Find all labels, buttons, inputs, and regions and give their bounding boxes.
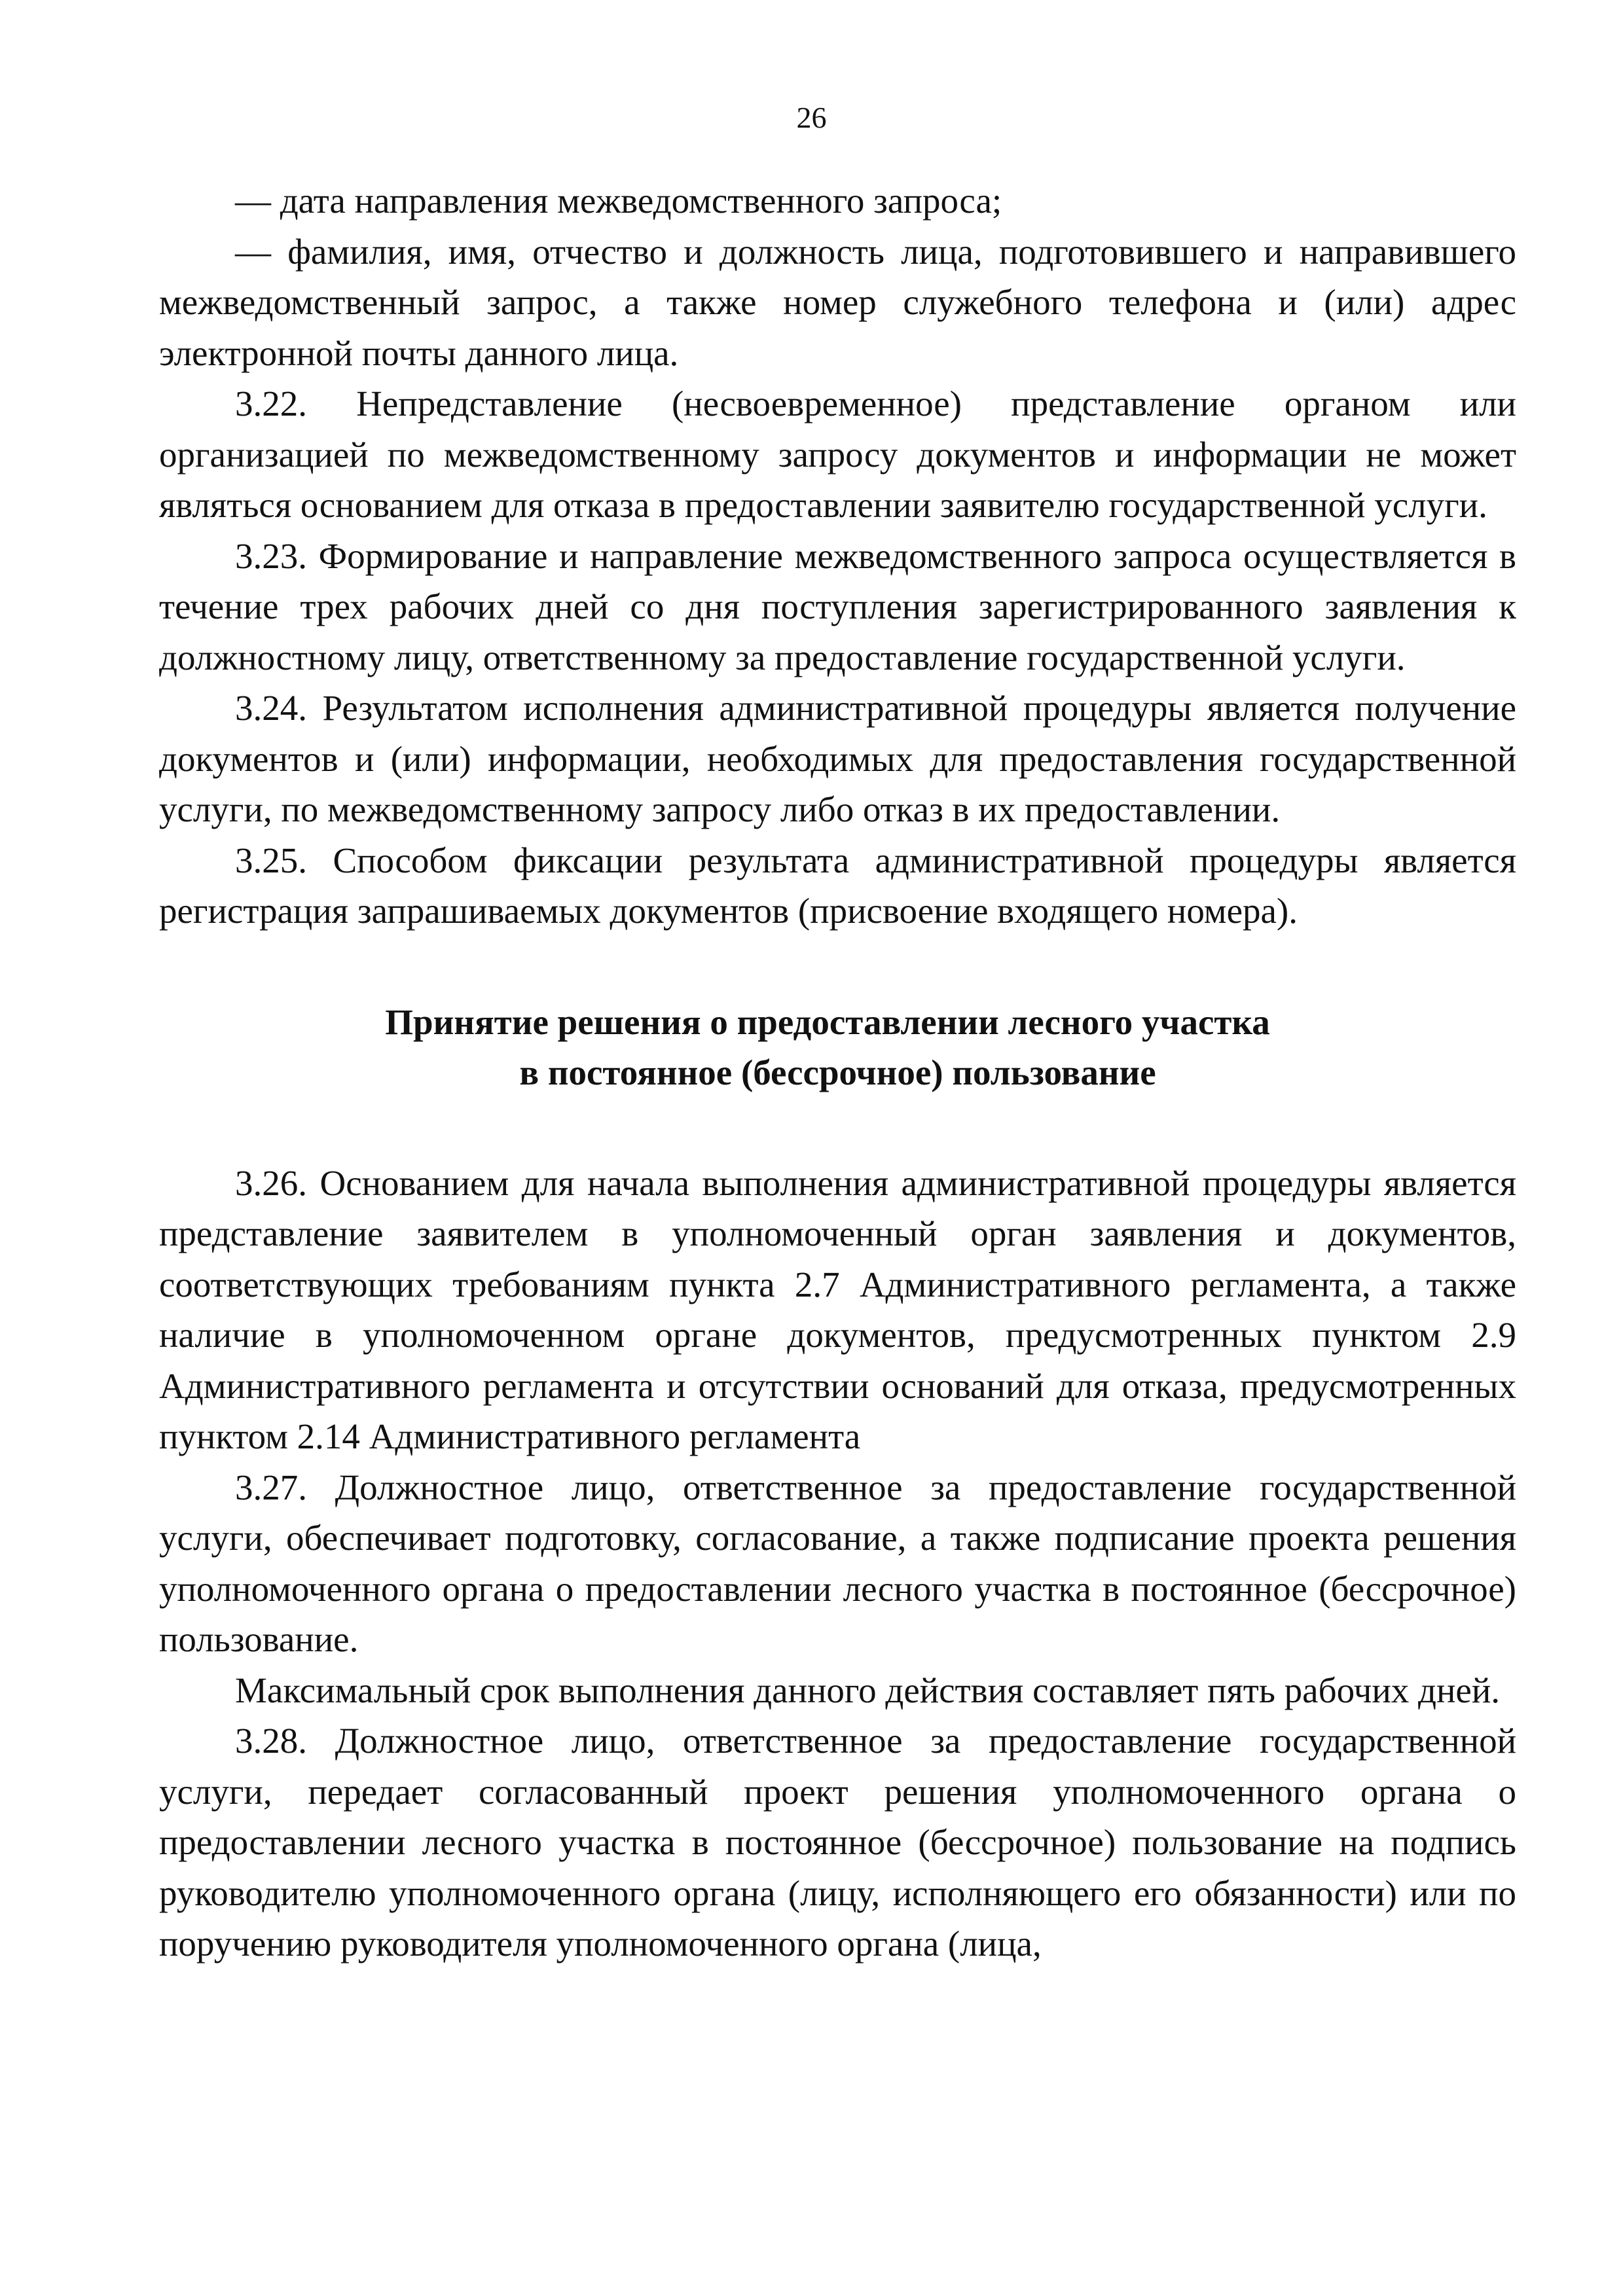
paragraph-3-22: 3.22. Непредставление (несвоевременное) представление органом или организацией по межведомственному запросу документов и информации не может являться основанием для отказа в предоставлении заявителю государственной услуги.: [159, 384, 1516, 525]
paragraph-3-28: 3.28. Должностное лицо, ответственное за предоставление государственной услуги, передает согласованный проект решения уполномоченного органа о предоставлении лесного участка в постоянное (бессрочное) пользование на подпись руководителю уполномоченного органа (лицу, исполняющего его обязанности) или по поручению руководителя уполномоченного органа (лица,: [159, 1721, 1516, 1964]
section-heading: [159, 997, 1516, 1098]
paragraph-3-27: 3.27. Должностное лицо, ответственное за предоставление государственной услуги, обеспечивает подготовку, согласование, а также подписание проекта решения уполномоченного органа о предоставлении лесного участка в постоянное (бессрочное) пользование.: [159, 1467, 1516, 1659]
section-heading-line-1: Принятие решения о предоставлении лесного участка: [385, 1001, 1270, 1042]
paragraph-3-26: 3.26. Основанием для начала выполнения административной процедуры является представление заявителем в уполномоченный орган заявления и документов, соответствующих требованиям пункта 2.7 Административного регламента, а также наличие в уполномоченном органе документов, предусмотренных пунктом 2.9 Административного регламента и отсутствии оснований для отказа, предусмотренных пунктом 2.14 Административного регламента: [159, 1162, 1516, 1456]
paragraph-3-25: 3.25. Способом фиксации результата административной процедуры является регистрация запрашиваемых документов (присвоение входящего номера).: [159, 840, 1516, 931]
page-number: 26: [796, 101, 827, 134]
paragraph-request-date: — дата направления межведомственного запроса;: [235, 181, 1002, 221]
document-body: [159, 175, 1516, 1969]
paragraph-official-details: — фамилия, имя, отчество и должность лица, подготовившего и направившего межведомственный запрос, а также номер служебного телефона и (или) адрес электронной почты данного лица.: [159, 231, 1516, 373]
paragraph-max-term: Максимальный срок выполнения данного действия составляет пять рабочих дней.: [235, 1670, 1501, 1710]
section-heading-line-2: в постоянное (бессрочное) пользование: [519, 1052, 1156, 1092]
paragraph-3-24: 3.24. Результатом исполнения административной процедуры является получение документов и (или) информации, необходимых для предоставления государственной услуги, по межведомственному запросу либо отказ в их предоставлении.: [159, 688, 1516, 829]
paragraph-3-23: 3.23. Формирование и направление межведомственного запроса осуществляется в течение трех рабочих дней со дня поступления зарегистрированного заявления к должностному лицу, ответственному за предоставление государственной услуги.: [159, 535, 1516, 677]
